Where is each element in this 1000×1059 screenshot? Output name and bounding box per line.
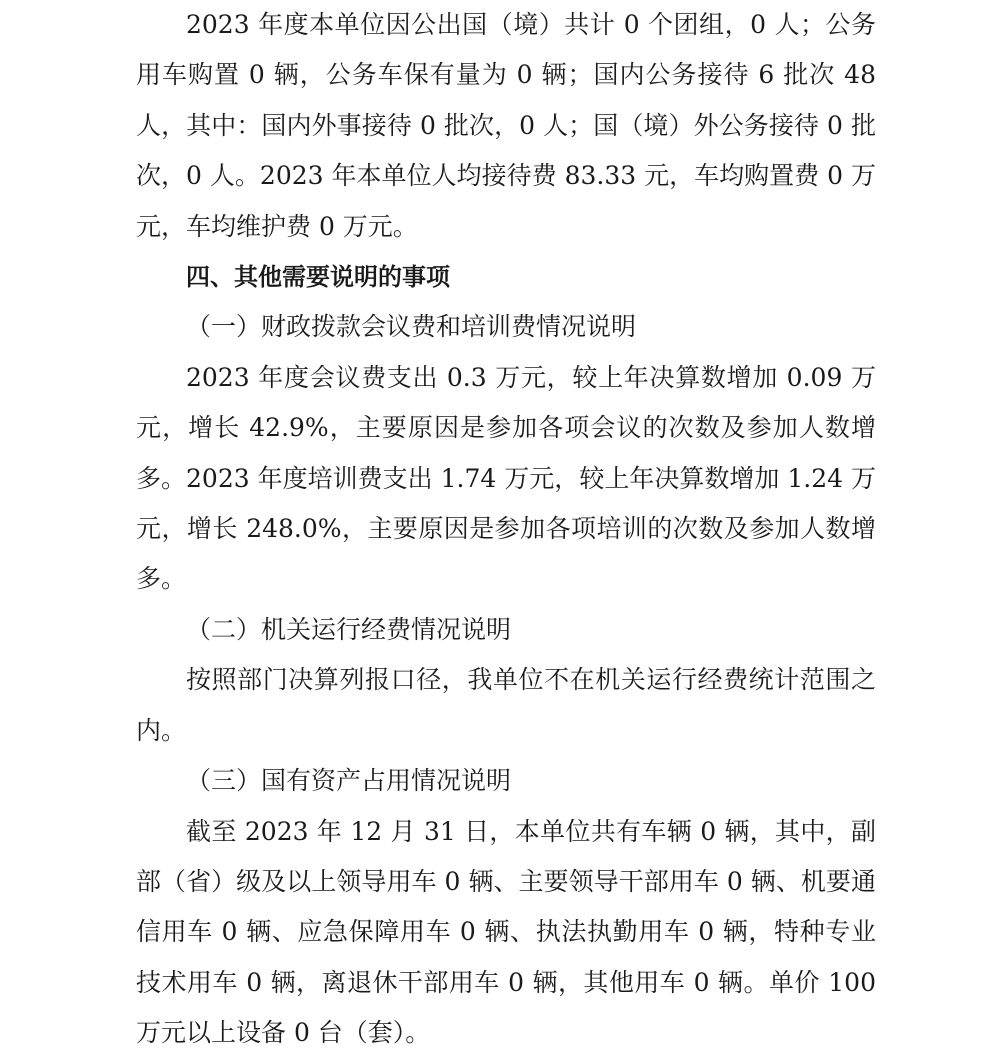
section-4-heading: 四、其他需要说明的事项 bbox=[186, 263, 450, 292]
subsection-2-paragraph: 按照部门决算列报口径，我单位不在机关运行经费统计范围之内。 bbox=[136, 665, 876, 745]
subsection-1-heading: （一）财政拨款会议费和培训费情况说明 bbox=[186, 312, 637, 342]
document-page bbox=[136, 0, 876, 1059]
paragraph-intro: 2023 年度本单位因公出国（境）共计 0 个团组，0 人；公务用车购置 0 辆，公务车保有量为 0 辆；国内公务接待 6 批次 48 人，其中：国内外事接待 0 批次，0 人；国（境）外公务接待 0 批次，0 人。2023 年本单位人均接待费 83.33 元，车均购置费 0 万元，车均维护费 0 万元。 bbox=[136, 10, 876, 241]
subsection-1-paragraph: 2023 年度会议费支出 0.3 万元，较上年决算数增加 0.09 万元，增长 42.9%，主要原因是参加各项会议的次数及参加人数增多。2023 年度培训费支出 1.74 万元，较上年决算数增加 1.24 万元，增长 248.0%，主要原因是参加各项培训的次数及参加人数增多。 bbox=[136, 362, 876, 594]
subsection-3-heading: （三）国有资产占用情况说明 bbox=[186, 766, 512, 796]
subsection-3-paragraph: 截至 2023 年 12 月 31 日，本单位共有车辆 0 辆，其中，副部（省）级及以上领导用车 0 辆、主要领导干部用车 0 辆、机要通信用车 0 辆、应急保障用车 0 辆、执法执勤用车 0 辆，特种专业技术用车 0 辆，离退休干部用车 0 辆，其他用车 0 辆。单价 100 万元以上设备 0 台（套）。 bbox=[136, 816, 876, 1048]
subsection-2-heading: （二）机关运行经费情况说明 bbox=[186, 614, 512, 644]
